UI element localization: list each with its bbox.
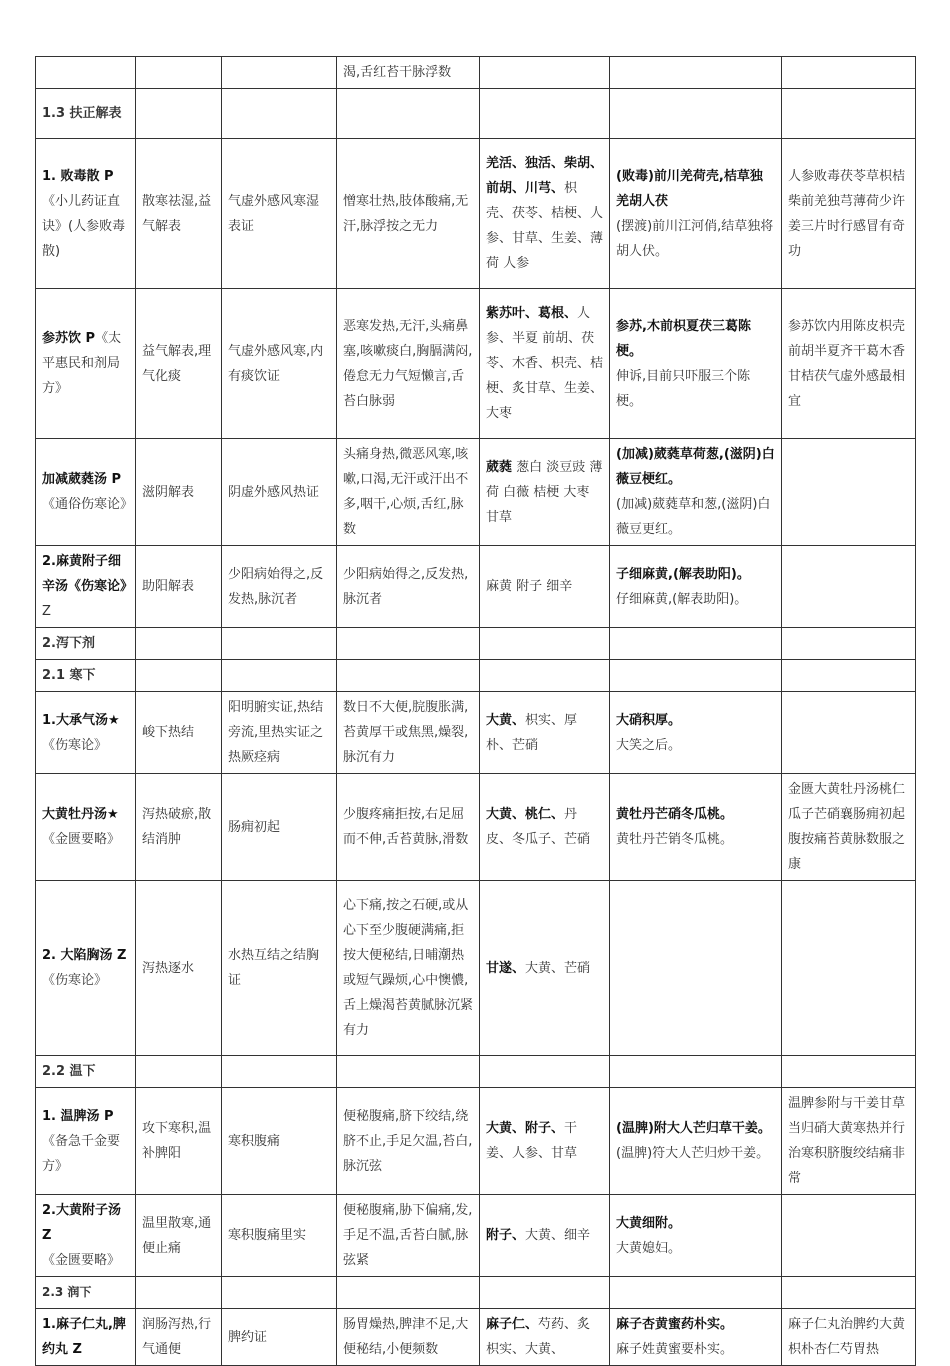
verse-cell: [782, 57, 916, 89]
ingredients-cell: [480, 289, 610, 439]
formula-name-cell: [36, 1088, 136, 1195]
mnemonic-cell: [610, 57, 782, 89]
indication-cell: 阳明腑实证,热结旁流,里热实证之热厥痉病: [222, 692, 337, 774]
formula-source: 《小儿药证直诀》(人参败毒散): [42, 193, 126, 259]
verse-cell: 麻子仁丸治脾约大黄枳朴杏仁芍胃热: [782, 1309, 916, 1366]
empty-cell: [610, 660, 782, 692]
mnemonic-bold: (加减)葳蕤草荷葱,(滋阴)白薇豆梗红。: [616, 447, 775, 487]
table-row: [36, 289, 916, 439]
indication-cell: 水热互结之结胸证: [222, 881, 337, 1056]
ingredients-cell: [480, 439, 610, 546]
empty-cell: [782, 660, 916, 692]
formula-name: 加减葳蕤汤 P: [42, 472, 122, 487]
verse-cell: [782, 692, 916, 774]
mnemonic-homophone: 黄牡丹芒销冬瓜桃。: [616, 832, 734, 847]
formula-name-cell: [36, 774, 136, 881]
mnemonic-homophone: 仔细麻黄,(解表助阳)。: [616, 591, 748, 607]
other-herbs: 人参、半夏 前胡、茯苓、木香、枳壳、桔梗、炙甘草、生姜、大枣: [486, 306, 604, 421]
formula-table-body: [36, 57, 916, 1366]
table-row: [36, 139, 916, 289]
indication-cell: 寒积腹痛里实: [222, 1195, 337, 1277]
mnemonic-bold: (温脾)附大人芒归草干姜。: [616, 1121, 771, 1136]
formula-source: 《太平惠民和剂局方》: [42, 331, 122, 396]
empty-cell: [782, 628, 916, 660]
formula-name-cell: [36, 1309, 136, 1366]
function-cell: 攻下寒积,温补脾阳: [136, 1088, 222, 1195]
empty-cell: [610, 1056, 782, 1088]
mnemonic-cell: [610, 439, 782, 546]
mnemonic-bold: 大黄细附。: [616, 1215, 682, 1231]
mnemonic-bold: 麻子杏黄蜜药朴实。: [616, 1317, 734, 1332]
empty-cell: [337, 1056, 480, 1088]
ingredients-cell: [480, 774, 610, 881]
symptoms-cell: 肠胃燥热,脾津不足,大便秘结,小便频数: [337, 1309, 480, 1366]
symptoms-cell: 数日不大便,脘腹胀满,苔黄厚干或焦黑,燥裂,脉沉有力: [337, 692, 480, 774]
empty-cell: [480, 628, 610, 660]
verse-cell: [782, 439, 916, 546]
table-row: [36, 1088, 916, 1195]
other-herbs: 大黄、芒硝: [525, 960, 591, 976]
main-herbs: 附子、: [486, 1228, 526, 1243]
verse-cell: 金匮大黄牡丹汤桃仁瓜子芒硝襄肠痈初起腹按痛苔黄脉数服之康: [782, 774, 916, 881]
symptoms-cell: 恶寒发热,无汗,头痛鼻塞,咳嗽痰白,胸膈满闷,倦怠无力气短懒言,舌苔白脉弱: [337, 289, 480, 439]
verse-cell: 温脾参附与干姜甘草当归硝大黄寒热并行治寒积脐腹绞结痛非常: [782, 1088, 916, 1195]
symptoms-cell: 便秘腹痛,脐下绞结,绕脐不止,手足欠温,苔白,脉沉弦: [337, 1088, 480, 1195]
other-herbs: 枳壳、茯苓、桔梗、人参、甘草、生姜、薄荷 人参: [486, 181, 604, 271]
section-title-cell: 2.2 温下: [36, 1056, 136, 1088]
symptoms-cell: 心下痛,按之石硬,或从心下至少腹硬满痛,拒按大便秘结,日晡潮热或短气躁烦,心中懊憹,舌上燥渴苔黄腻脉沉紧有力: [337, 881, 480, 1056]
formula-source: Z: [42, 604, 51, 619]
mnemonic-homophone: 大黄媳妇。: [616, 1240, 682, 1256]
ingredients-cell: [480, 1088, 610, 1195]
indication-cell: 肠痈初起: [222, 774, 337, 881]
formula-name-cell: [36, 1195, 136, 1277]
ingredients-cell: [480, 546, 610, 628]
main-herbs: 葳蕤: [486, 459, 513, 475]
mnemonic-cell: [610, 881, 782, 1056]
mnemonic-bold: 子细麻黄,(解表助阳)。: [616, 566, 750, 582]
other-herbs: 芍药、炙枳实、大黄、: [486, 1317, 591, 1357]
indication-cell: 寒积腹痛: [222, 1088, 337, 1195]
empty-cell: [480, 1277, 610, 1309]
formula-source: 《金匮要略》: [42, 1253, 121, 1268]
other-herbs: 枳实、厚朴、芒硝: [486, 712, 578, 753]
table-row: [36, 57, 916, 89]
function-cell: 温里散寒,通便止痛: [136, 1195, 222, 1277]
formula-source: 《通俗伤寒论》: [42, 497, 134, 512]
table-row: [36, 774, 916, 881]
empty-cell: [136, 660, 222, 692]
function-cell: 泻热破瘀,散结消肿: [136, 774, 222, 881]
formula-name: 1.大承气汤★: [42, 712, 120, 728]
function-cell: [136, 57, 222, 89]
function-cell: 润肠泻热,行气通便: [136, 1309, 222, 1366]
formula-name-cell: [36, 546, 136, 628]
table-row: [36, 546, 916, 628]
empty-cell: [610, 89, 782, 139]
empty-cell: [136, 1277, 222, 1309]
symptoms-cell: 渴,舌红苔干脉浮数: [337, 57, 480, 89]
indication-cell: 脾约证: [222, 1309, 337, 1366]
section-title-cell: 2.3 润下: [36, 1277, 136, 1309]
verse-cell: 参苏饮内用陈皮枳壳前胡半夏齐干葛木香甘桔茯气虚外感最相宜: [782, 289, 916, 439]
mnemonic-cell: [610, 289, 782, 439]
mnemonic-cell: [610, 1088, 782, 1195]
section-title-cell: 2.泻下剂: [36, 628, 136, 660]
other-herbs: 麻黄 附子 细辛: [486, 579, 573, 594]
verse-cell: 人参败毒茯苓草枳桔柴前羌独芎薄荷少许姜三片时行感冒有奇功: [782, 139, 916, 289]
symptoms-cell: 头痛身热,微恶风寒,咳嗽,口渴,无汗或汗出不多,咽干,心烦,舌红,脉数: [337, 439, 480, 546]
mnemonic-cell: [610, 139, 782, 289]
empty-cell: [136, 1056, 222, 1088]
mnemonic-bold: 黄牡丹芒硝冬瓜桃。: [616, 807, 734, 822]
empty-cell: [610, 1277, 782, 1309]
mnemonic-bold: 参苏,木前枳夏茯三葛陈梗。: [616, 318, 751, 359]
mnemonic-cell: [610, 546, 782, 628]
empty-cell: [337, 660, 480, 692]
formula-name-cell: [36, 692, 136, 774]
main-herbs: 大黄、: [486, 712, 526, 728]
mnemonic-homophone: (加减)葳蕤草和葱,(滋阴)白薇豆更红。: [616, 497, 771, 537]
function-cell: 峻下热结: [136, 692, 222, 774]
verse-cell: [782, 881, 916, 1056]
formula-name: 1. 温脾汤 P: [42, 1108, 114, 1124]
empty-cell: [782, 1056, 916, 1088]
other-herbs: 大黄、细辛: [525, 1228, 591, 1243]
formula-name-cell: [36, 439, 136, 546]
ingredients-cell: [480, 139, 610, 289]
indication-cell: 气虚外感风寒湿表证: [222, 139, 337, 289]
indication-cell: 阴虚外感风热证: [222, 439, 337, 546]
formula-name: 2.大黄附子汤 Z: [42, 1203, 121, 1243]
ingredients-cell: [480, 692, 610, 774]
empty-cell: [337, 89, 480, 139]
section-row: [36, 89, 916, 139]
mnemonic-homophone: 大笑之后。: [616, 737, 682, 753]
symptoms-cell: 便秘腹痛,胁下偏痛,发,手足不温,舌苔白腻,脉弦紧: [337, 1195, 480, 1277]
mnemonic-bold: 大硝积厚。: [616, 712, 682, 728]
empty-cell: [222, 1277, 337, 1309]
mnemonic-cell: [610, 692, 782, 774]
formula-name-cell: [36, 57, 136, 89]
mnemonic-homophone: 麻子姓黄蜜要朴实。: [616, 1342, 734, 1357]
empty-cell: [222, 1056, 337, 1088]
ingredients-cell: [480, 881, 610, 1056]
main-herbs: 大黄、附子、: [486, 1121, 565, 1136]
section-row: [36, 1277, 916, 1309]
formula-source: 《备急千金要方》: [42, 1133, 121, 1174]
formula-source: 《金匮要略》: [42, 832, 121, 847]
formula-name: 大黄牡丹汤★: [42, 807, 119, 822]
empty-cell: [337, 1277, 480, 1309]
section-row: [36, 660, 916, 692]
table-row: [36, 439, 916, 546]
main-herbs: 大黄、桃仁、: [486, 807, 565, 822]
table-row: [36, 881, 916, 1056]
section-title-cell: 1.3 扶正解表: [36, 89, 136, 139]
empty-cell: [480, 1056, 610, 1088]
mnemonic-homophone: 伸诉,目前只吓服三个陈梗。: [616, 368, 751, 409]
section-row: [36, 1056, 916, 1088]
verse-cell: [782, 1195, 916, 1277]
ingredients-cell: [480, 1195, 610, 1277]
mnemonic-homophone: (温脾)符大人芒归炒干姜。: [616, 1146, 770, 1161]
function-cell: 散寒祛湿,益气解表: [136, 139, 222, 289]
mnemonic-cell: [610, 1309, 782, 1366]
function-cell: 泻热逐水: [136, 881, 222, 1056]
main-herbs: 羌活、独活、柴胡、前胡、川芎、: [486, 156, 604, 196]
empty-cell: [222, 89, 337, 139]
formula-table: [35, 56, 916, 1366]
empty-cell: [337, 628, 480, 660]
empty-cell: [222, 628, 337, 660]
indication-cell: 少阳病始得之,反发热,脉沉者: [222, 546, 337, 628]
other-herbs: 干姜、人参、甘草: [486, 1121, 578, 1161]
ingredients-cell: [480, 57, 610, 89]
verse-cell: [782, 546, 916, 628]
empty-cell: [480, 660, 610, 692]
formula-name: 2.麻黄附子细辛汤《伤寒论》: [42, 554, 134, 594]
mnemonic-cell: [610, 774, 782, 881]
formula-name: 2. 大陷胸汤 Z: [42, 948, 127, 963]
formula-name-cell: [36, 139, 136, 289]
formula-name: 参苏饮 P: [42, 331, 96, 346]
empty-cell: [610, 628, 782, 660]
empty-cell: [480, 89, 610, 139]
section-title-cell: 2.1 寒下: [36, 660, 136, 692]
main-herbs: 甘遂、: [486, 960, 526, 976]
formula-name: 1.麻子仁丸,脾约丸 Z: [42, 1317, 126, 1357]
section-row: [36, 628, 916, 660]
main-herbs: 紫苏叶、葛根、: [486, 306, 578, 321]
function-cell: 助阳解表: [136, 546, 222, 628]
function-cell: 益气解表,理气化痰: [136, 289, 222, 439]
indication-cell: 气虚外感风寒,内有痰饮证: [222, 289, 337, 439]
formula-source: 《伤寒论》: [42, 737, 108, 753]
symptoms-cell: 憎寒壮热,肢体酸痛,无汗,脉浮按之无力: [337, 139, 480, 289]
table-row: [36, 692, 916, 774]
empty-cell: [136, 628, 222, 660]
table-row: [36, 1195, 916, 1277]
empty-cell: [222, 660, 337, 692]
other-herbs: 丹皮、冬瓜子、芒硝: [486, 807, 591, 847]
formula-name-cell: [36, 289, 136, 439]
empty-cell: [136, 89, 222, 139]
mnemonic-bold: (败毒)前川羌荷壳,桔草独羌胡人茯: [616, 168, 763, 209]
formula-name: 1. 败毒散 P: [42, 168, 114, 184]
formula-name-cell: [36, 881, 136, 1056]
formula-source: 《伤寒论》: [42, 973, 108, 988]
symptoms-cell: 少阳病始得之,反发热,脉沉者: [337, 546, 480, 628]
indication-cell: [222, 57, 337, 89]
table-row: [36, 1309, 916, 1366]
function-cell: 滋阴解表: [136, 439, 222, 546]
other-herbs: 葱白 淡豆豉 薄荷 白薇 桔梗 大枣 甘草: [486, 459, 603, 525]
empty-cell: [782, 1277, 916, 1309]
main-herbs: 麻子仁、: [486, 1317, 539, 1332]
mnemonic-cell: [610, 1195, 782, 1277]
ingredients-cell: [480, 1309, 610, 1366]
symptoms-cell: 少腹疼痛拒按,右足屈而不伸,舌苔黄脉,滑数: [337, 774, 480, 881]
mnemonic-homophone: (摆渡)前川江河俏,结草独将胡人伏。: [616, 218, 774, 259]
empty-cell: [782, 89, 916, 139]
